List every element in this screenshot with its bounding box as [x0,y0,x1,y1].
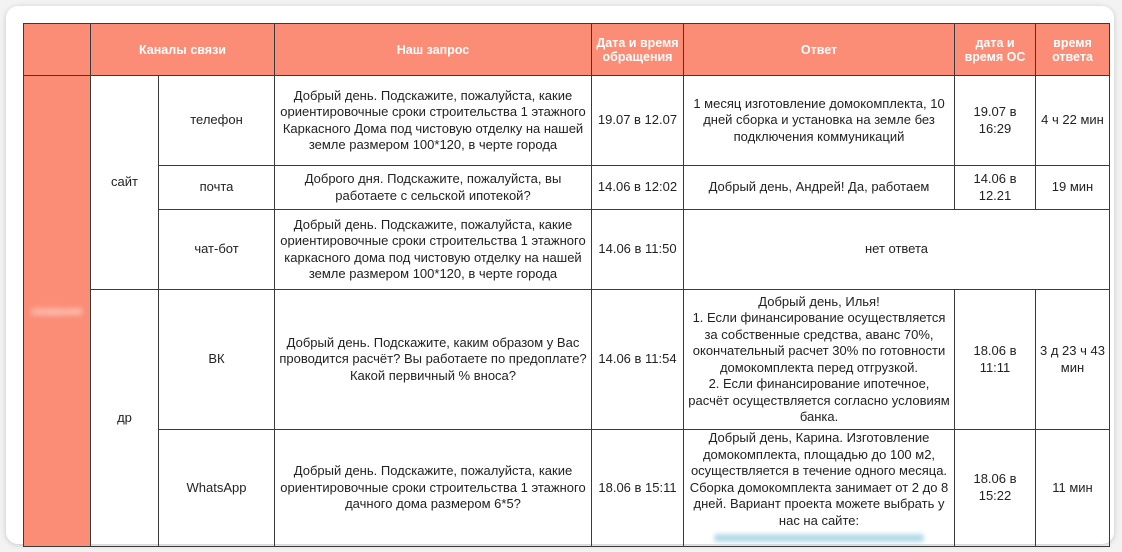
request-cell: Добрый день. Подскажите, пожалуйста, какие ориентировочные сроки строительства 1 этажного дачного дома размером 6*5? [275,430,592,547]
answer-cell [684,290,955,430]
redacted-link [714,534,924,542]
header-request-time: Дата и время обращения [592,24,684,76]
date-cell: 14.06 в 11:54 [592,290,684,430]
answer-cell [684,430,955,547]
header-response-time: время ответа [1036,24,1110,76]
channel-cell: WhatsApp [159,430,275,547]
answer-line: 1. Если финансирование осуществляется за собственные средства, аванс 70%, окончательный расчет 30% по готовности домокомплекта перед отгрузкой. [692,310,946,375]
response-cell: 19 мин [1036,166,1110,210]
request-cell: Добрый день. Подскажите, пожалуйста, какие ориентировочные сроки строительства 1 этажного Каркасного Дома под чистовую отделку на нашей земле размером 100*120, в черте города [275,76,592,166]
answer-date-cell: 19.07 в 16:29 [955,76,1036,166]
answer-date-cell: 14.06 в 12.21 [955,166,1036,210]
channel-cell: телефон [159,76,275,166]
table-row [24,210,1110,290]
table-card [6,6,1114,544]
header-answer-time: дата и время ОС [955,24,1036,76]
company-name-cell [24,76,91,547]
header-row [24,24,1110,76]
header-answer: Ответ [684,24,955,76]
table-row [24,76,1110,166]
group-site: сайт [91,76,159,290]
table-row [24,430,1110,547]
date-cell: 18.06 в 15:11 [592,430,684,547]
header-corner-cell [24,24,91,76]
answer-text: Добрый день, Карина. Изготовление домокомплекта, площадью до 100 м2, осуществляется в течение одного месяца. Сборка домокомплекта занимает от 2 до 8 дней. Вариант проекта можете выбрать у нас на сайте: [689,430,949,528]
answer-line: Добрый день, Илья! [758,293,880,309]
request-cell: Доброго дня. Подскажите, пожалуйста, вы работаете с сельской ипотекой? [275,166,592,210]
answer-cell: Добрый день, Андрей! Да, работаем [684,166,955,210]
date-cell: 14.06 в 12:02 [592,166,684,210]
request-cell: Добрый день. Подскажите, каким образом у Вас проводится расчёт? Вы работаете по предоплате? Какой первичный % вноса? [275,290,592,430]
channel-cell: чат-бот [159,210,275,290]
company-name-redacted: название [31,303,83,318]
response-cell: 4 ч 22 мин [1036,76,1110,166]
comms-table [23,23,1110,547]
answer-cell: 1 месяц изготовление домокомплекта, 10 дней сборка и установка на земле без подключения коммуникаций [684,76,955,166]
header-channels: Каналы связи [91,24,275,76]
date-cell: 19.07 в 12.07 [592,76,684,166]
response-cell: 11 мин [1036,430,1110,547]
channel-cell: ВК [159,290,275,430]
answer-cell: нет ответа [684,210,1110,290]
answer-date-cell: 18.06 в 15:22 [955,430,1036,547]
answer-line: 2. Если финансирование ипотечное, расчёт осуществляется согласно условиям банка. [688,376,950,424]
response-cell: 3 д 23 ч 43 мин [1036,290,1110,430]
table-row [24,290,1110,430]
group-other: др [91,290,159,547]
channel-cell: почта [159,166,275,210]
date-cell: 14.06 в 11:50 [592,210,684,290]
request-cell: Добрый день. Подскажите, пожалуйста, какие ориентировочные сроки строительства 1 этажного каркасного дома под чистовую отделку на нашей земле размером 100*120, в черте города [275,210,592,290]
table-row [24,166,1110,210]
answer-date-cell: 18.06 в 11:11 [955,290,1036,430]
header-request: Наш запрос [275,24,592,76]
